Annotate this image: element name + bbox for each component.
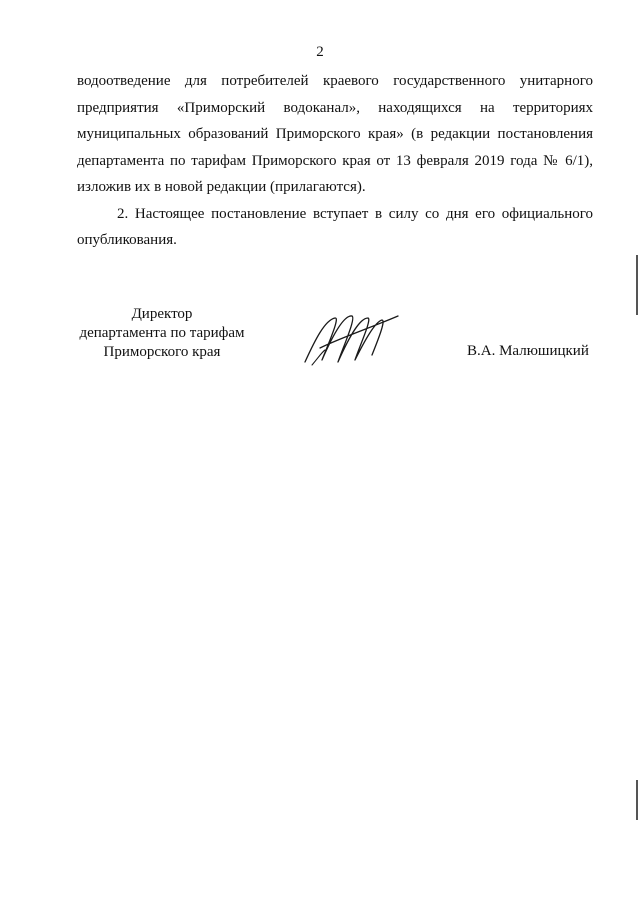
paragraph-1-line: водоотведение для потребителей краевого государственного унитарного bbox=[77, 73, 593, 89]
paragraph-2-line: 2. Настоящее постановление вступает в силу со дня его официального bbox=[117, 205, 593, 222]
signatory-title-line: департамента по тарифам bbox=[79, 325, 245, 341]
signatory-title-line: Приморского края bbox=[103, 344, 221, 360]
paragraph-1-line: изложив их в новой редакции (прилагаются). bbox=[77, 179, 366, 195]
signatory-title bbox=[77, 305, 247, 362]
signatory-title-line: Директор bbox=[131, 306, 193, 322]
page-number: 2 bbox=[316, 44, 324, 60]
paragraph-1-line: департамента по тарифам Приморского края от 13 февраля 2019 года № 6/1), bbox=[77, 152, 593, 169]
paragraph-1-line: предприятия «Приморский водоканал», находящихся на территориях bbox=[77, 99, 593, 116]
scan-artifact bbox=[636, 780, 638, 820]
paragraph-2-line: опубликования. bbox=[77, 232, 177, 248]
handwritten-signature bbox=[300, 310, 400, 370]
scan-artifact bbox=[636, 255, 638, 315]
document-body bbox=[77, 68, 593, 254]
paragraph-1-line: муниципальных образований Приморского края» (в редакции постановления bbox=[77, 126, 593, 142]
signer-name: В.А. Малюшицкий bbox=[467, 343, 589, 359]
